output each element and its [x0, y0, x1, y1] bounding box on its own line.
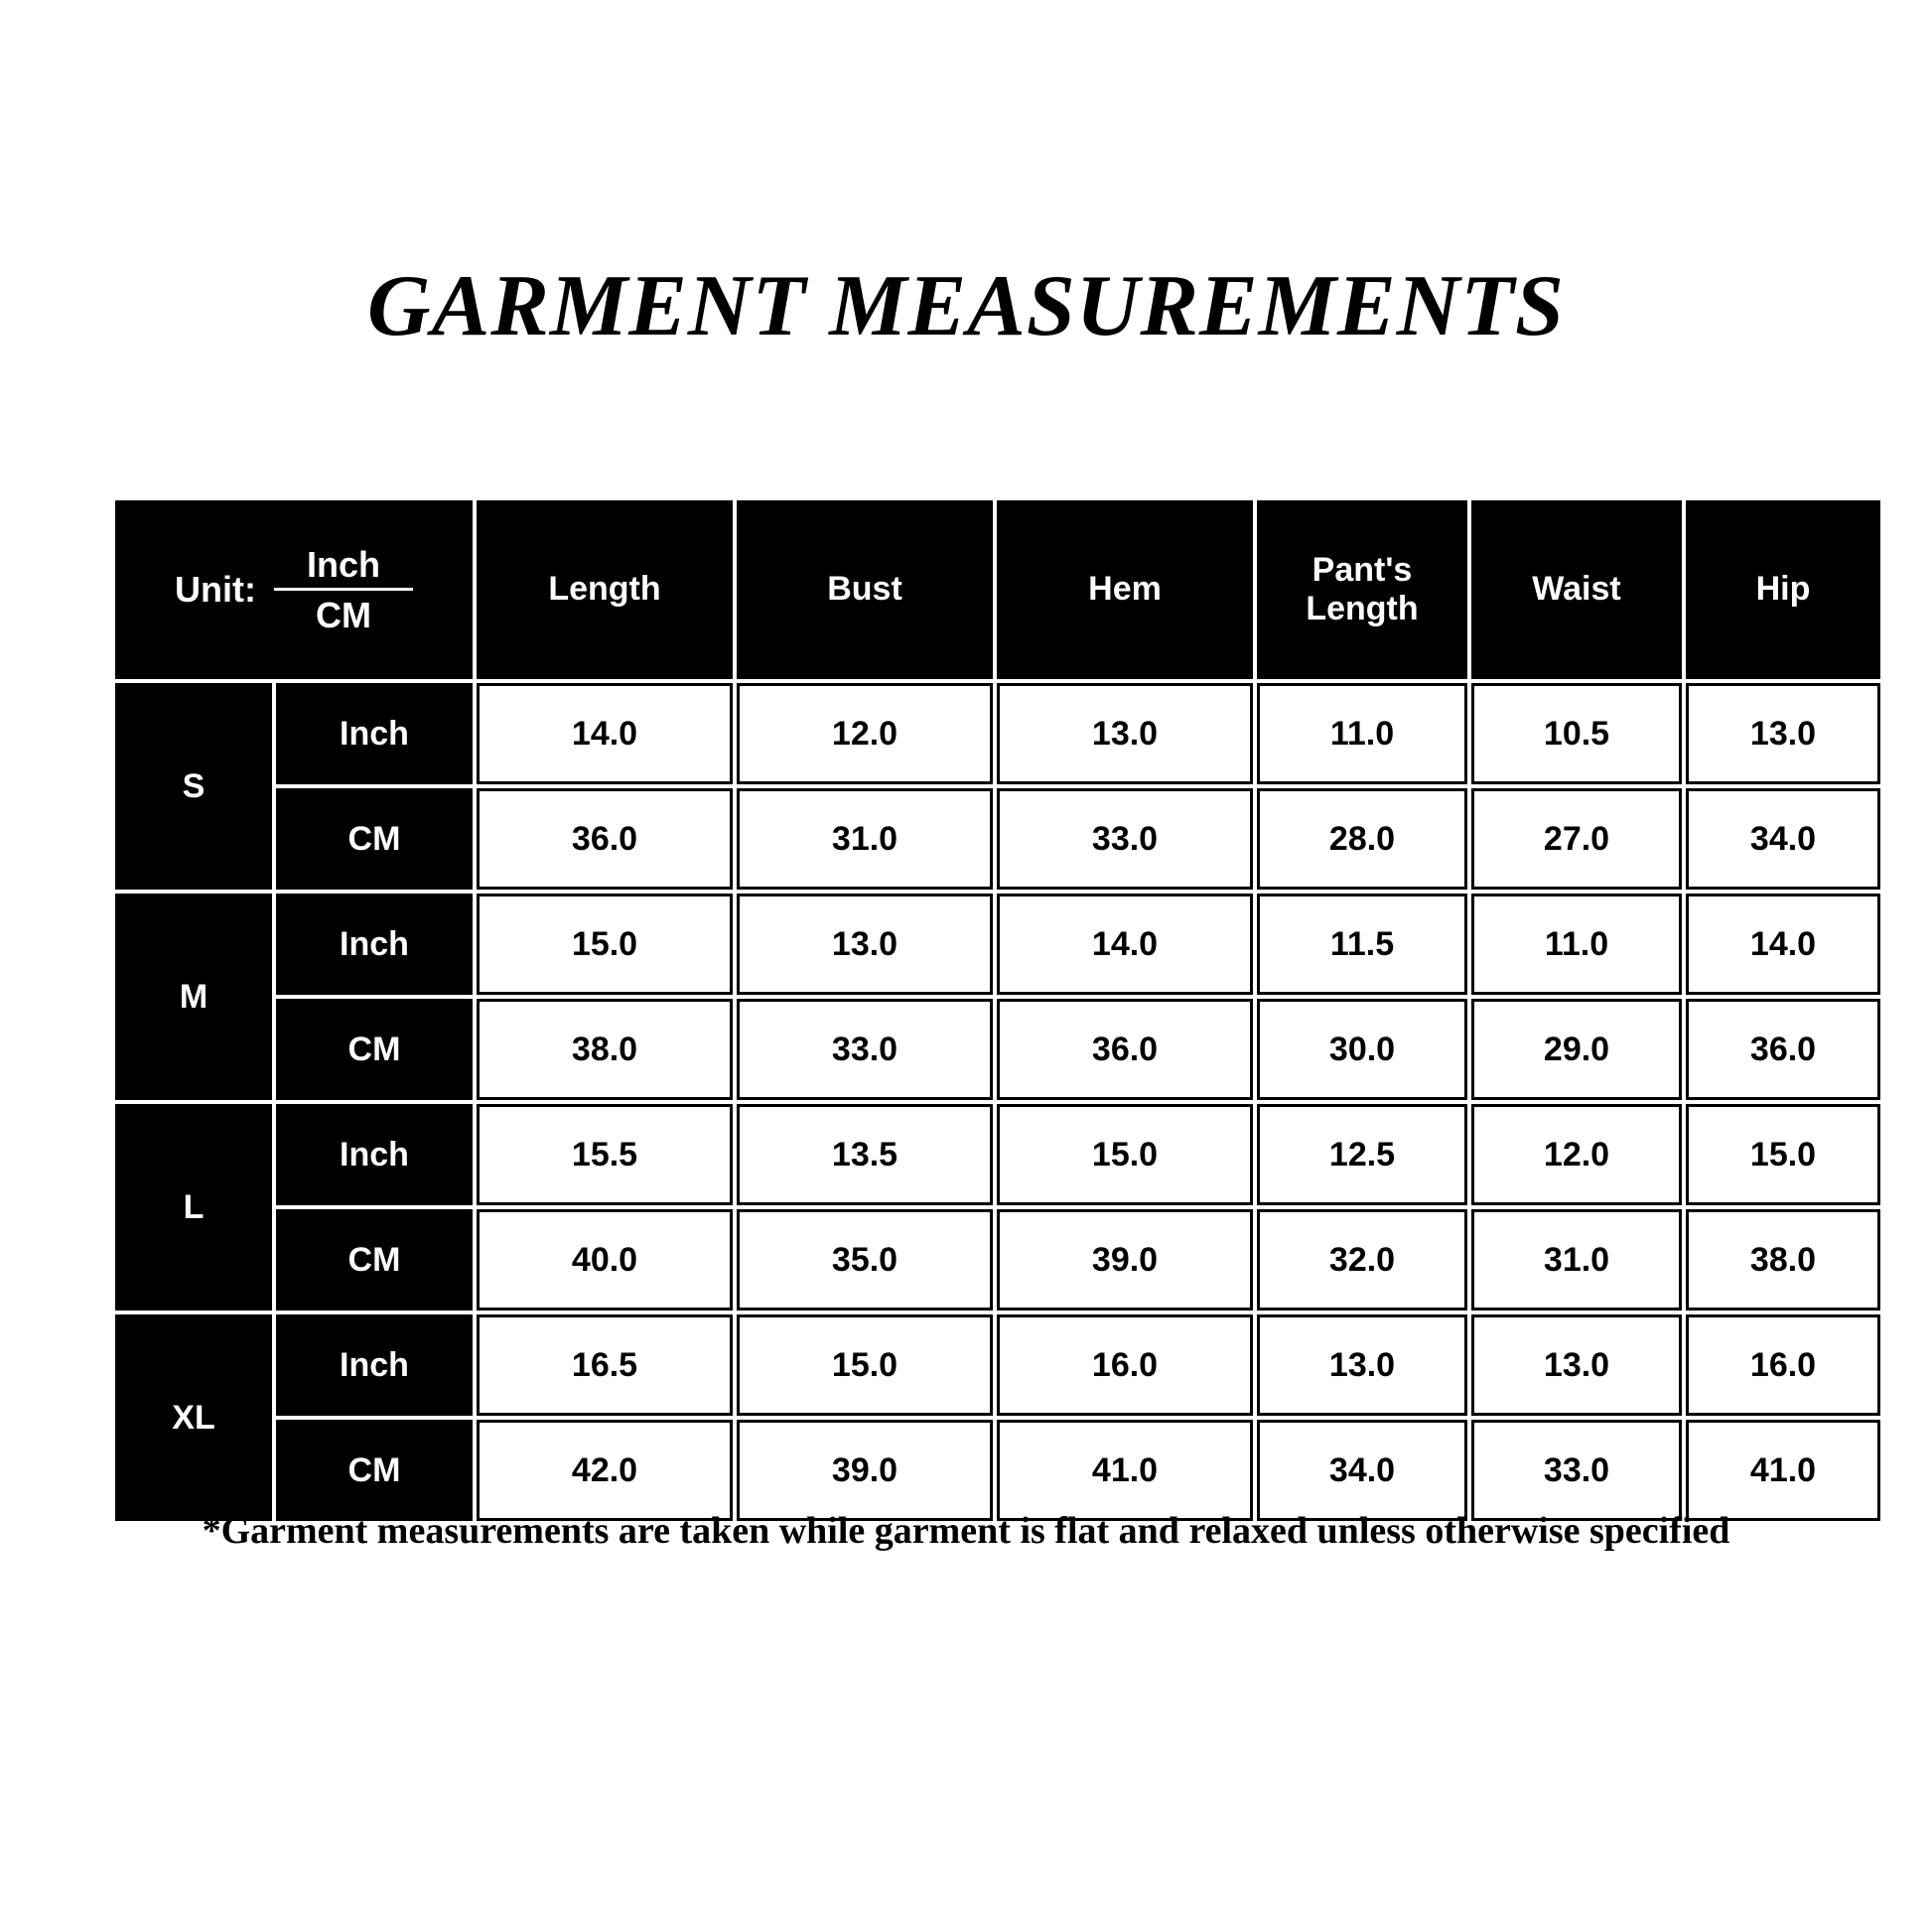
- cell-xl-cm-waist: 33.0: [1471, 1420, 1682, 1521]
- unit-fraction-numerator: Inch: [306, 543, 380, 585]
- cell-xl-inch-length: 16.5: [477, 1314, 733, 1416]
- cell-l-inch-hem: 15.0: [997, 1104, 1253, 1205]
- cell-xl-cm-hip: 41.0: [1686, 1420, 1880, 1521]
- column-header-hip: Hip: [1686, 500, 1880, 679]
- cell-m-cm-bust: 33.0: [737, 999, 993, 1100]
- table-row: [115, 1314, 1880, 1416]
- cell-s-cm-bust: 31.0: [737, 788, 993, 890]
- size-label-m: M: [115, 894, 272, 1100]
- unit-name-cm: CM: [276, 999, 473, 1100]
- unit-label: Unit:: [175, 569, 256, 610]
- cell-s-cm-hem: 33.0: [997, 788, 1253, 890]
- cell-l-cm-waist: 31.0: [1471, 1209, 1682, 1311]
- cell-s-inch-hip: 13.0: [1686, 683, 1880, 784]
- cell-m-inch-pants-length: 11.5: [1257, 894, 1467, 995]
- cell-xl-inch-pants-length: 13.0: [1257, 1314, 1467, 1416]
- unit-name-inch: Inch: [276, 1104, 473, 1205]
- column-header-pants-length: Pant's Length: [1257, 500, 1467, 679]
- cell-m-inch-bust: 13.0: [737, 894, 993, 995]
- page-title: GARMENT MEASUREMENTS: [367, 258, 1565, 354]
- cell-m-cm-waist: 29.0: [1471, 999, 1682, 1100]
- column-header-bust: Bust: [737, 500, 993, 679]
- cell-xl-cm-length: 42.0: [477, 1420, 733, 1521]
- cell-l-cm-pants-length: 32.0: [1257, 1209, 1467, 1311]
- unit-fraction-denominator: CM: [315, 594, 371, 635]
- cell-l-inch-hip: 15.0: [1686, 1104, 1880, 1205]
- cell-s-inch-hem: 13.0: [997, 683, 1253, 784]
- unit-fraction: [274, 543, 413, 635]
- cell-l-cm-length: 40.0: [477, 1209, 733, 1311]
- cell-s-inch-waist: 10.5: [1471, 683, 1682, 784]
- cell-l-inch-waist: 12.0: [1471, 1104, 1682, 1205]
- measurements-table-container: [111, 496, 1859, 1525]
- measurements-table: [111, 496, 1884, 1525]
- cell-s-cm-pants-length: 28.0: [1257, 788, 1467, 890]
- cell-xl-inch-hem: 16.0: [997, 1314, 1253, 1416]
- table-row: [115, 788, 1880, 890]
- cell-m-inch-hip: 14.0: [1686, 894, 1880, 995]
- cell-s-cm-hip: 34.0: [1686, 788, 1880, 890]
- cell-l-cm-hip: 38.0: [1686, 1209, 1880, 1311]
- unit-name-cm: CM: [276, 1420, 473, 1521]
- cell-xl-inch-bust: 15.0: [737, 1314, 993, 1416]
- cell-l-inch-pants-length: 12.5: [1257, 1104, 1467, 1205]
- cell-xl-inch-waist: 13.0: [1471, 1314, 1682, 1416]
- unit-name-cm: CM: [276, 1209, 473, 1311]
- cell-m-cm-pants-length: 30.0: [1257, 999, 1467, 1100]
- cell-xl-cm-pants-length: 34.0: [1257, 1420, 1467, 1521]
- cell-s-cm-waist: 27.0: [1471, 788, 1682, 890]
- unit-name-cm: CM: [276, 788, 473, 890]
- cell-l-inch-length: 15.5: [477, 1104, 733, 1205]
- unit-header-cell: [115, 500, 473, 679]
- column-header-length: Length: [477, 500, 733, 679]
- size-label-xl: XL: [115, 1314, 272, 1521]
- cell-l-cm-bust: 35.0: [737, 1209, 993, 1311]
- table-row: [115, 1104, 1880, 1205]
- cell-xl-cm-hem: 41.0: [997, 1420, 1253, 1521]
- unit-name-inch: Inch: [276, 1314, 473, 1416]
- table-header-row: [115, 500, 1880, 679]
- cell-s-inch-bust: 12.0: [737, 683, 993, 784]
- cell-m-cm-length: 38.0: [477, 999, 733, 1100]
- cell-m-inch-length: 15.0: [477, 894, 733, 995]
- cell-m-inch-hem: 14.0: [997, 894, 1253, 995]
- cell-xl-cm-bust: 39.0: [737, 1420, 993, 1521]
- cell-xl-inch-hip: 16.0: [1686, 1314, 1880, 1416]
- table-row: [115, 1209, 1880, 1311]
- table-row: [115, 1420, 1880, 1521]
- cell-m-cm-hem: 36.0: [997, 999, 1253, 1100]
- cell-l-inch-bust: 13.5: [737, 1104, 993, 1205]
- size-label-s: S: [115, 683, 272, 890]
- cell-s-inch-pants-length: 11.0: [1257, 683, 1467, 784]
- cell-m-inch-waist: 11.0: [1471, 894, 1682, 995]
- footnote-text: *Garment measurements are taken while garment is flat and relaxed unless otherwise specified: [202, 1510, 1730, 1552]
- unit-name-inch: Inch: [276, 894, 473, 995]
- column-header-hem: Hem: [997, 500, 1253, 679]
- cell-s-cm-length: 36.0: [477, 788, 733, 890]
- table-row: [115, 894, 1880, 995]
- size-label-l: L: [115, 1104, 272, 1311]
- table-row: [115, 999, 1880, 1100]
- cell-m-cm-hip: 36.0: [1686, 999, 1880, 1100]
- cell-s-inch-length: 14.0: [477, 683, 733, 784]
- unit-name-inch: Inch: [276, 683, 473, 784]
- cell-l-cm-hem: 39.0: [997, 1209, 1253, 1311]
- table-row: [115, 683, 1880, 784]
- column-header-waist: Waist: [1471, 500, 1682, 679]
